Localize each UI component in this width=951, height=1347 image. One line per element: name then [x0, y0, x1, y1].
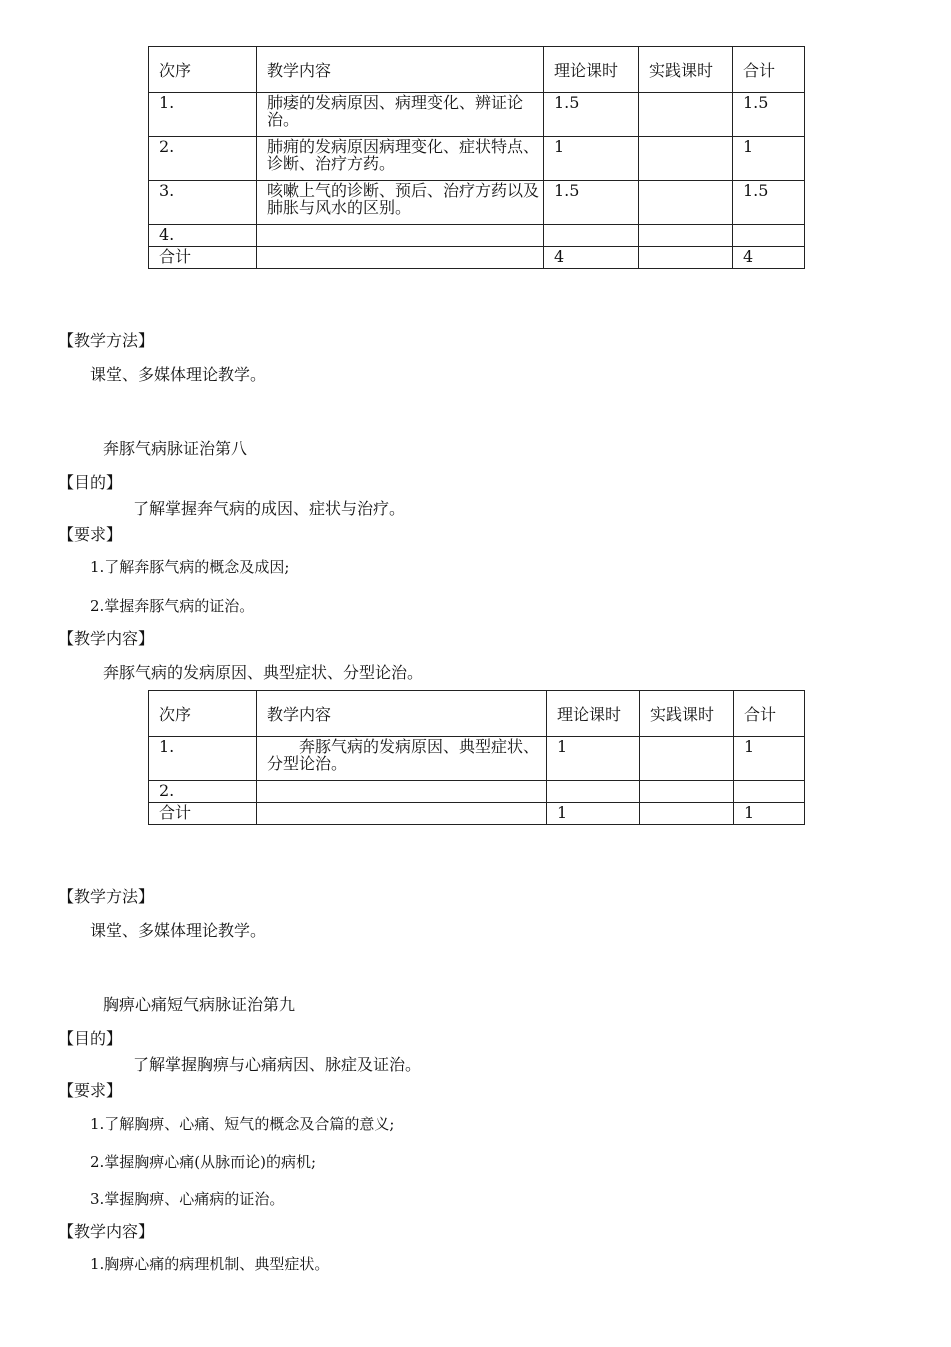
- method-text: 课堂、多媒体理论教学。: [90, 365, 267, 384]
- cell-practice: [640, 781, 734, 803]
- cell-theory: 1.5: [544, 181, 639, 225]
- cell-theory: 1: [544, 137, 639, 181]
- cell-practice: [639, 137, 733, 181]
- cell-theory: 4: [544, 247, 639, 269]
- requirement-item: 3.掌握胸痹、心痛病的证治。: [90, 1190, 285, 1208]
- cell-practice: [640, 803, 734, 825]
- header-practice-hours: 实践课时: [640, 691, 734, 737]
- cell-content: 奔豚气病的发病原因、典型症状、分型论治。: [257, 737, 547, 781]
- cell-order: 2.: [149, 781, 257, 803]
- table-row: [149, 137, 805, 181]
- header-order: 次序: [149, 47, 257, 93]
- purpose-text: 了解掌握胸痹与心痛病因、脉症及证治。: [133, 1055, 422, 1074]
- table-total-row: [149, 247, 805, 269]
- header-theory-hours: 理论课时: [544, 47, 639, 93]
- cell-theory: 1: [547, 803, 640, 825]
- section-heading-requirements: 【要求】: [58, 525, 123, 544]
- cell-total: [734, 781, 805, 803]
- table-header-row: [149, 691, 805, 737]
- header-order: 次序: [149, 691, 257, 737]
- method-text: 课堂、多媒体理论教学。: [90, 921, 267, 940]
- cell-content: [257, 225, 544, 247]
- schedule-table-1: [148, 46, 805, 269]
- table-row: [149, 781, 805, 803]
- cell-content: [257, 781, 547, 803]
- header-theory-hours: 理论课时: [547, 691, 640, 737]
- cell-total: 1.5: [733, 181, 805, 225]
- cell-total: 4: [733, 247, 805, 269]
- cell-order: 1.: [149, 93, 257, 137]
- cell-theory: 1.5: [544, 93, 639, 137]
- cell-order: 4.: [149, 225, 257, 247]
- table-row: [149, 93, 805, 137]
- cell-content: 肺痈的发病原因病理变化、症状特点、诊断、治疗方药。: [257, 137, 544, 181]
- header-content: 教学内容: [257, 47, 544, 93]
- cell-theory: 1: [547, 737, 640, 781]
- chapter-title: 奔豚气病脉证治第八: [103, 439, 248, 458]
- cell-total: [733, 225, 805, 247]
- content-item: 1.胸痹心痛的病理机制、典型症状。: [90, 1255, 330, 1273]
- header-total: 合计: [734, 691, 805, 737]
- requirement-item: 1.了解胸痹、心痛、短气的概念及合篇的意义;: [90, 1115, 395, 1133]
- section-heading-content: 【教学内容】: [58, 1222, 155, 1241]
- cell-order: 3.: [149, 181, 257, 225]
- cell-practice: [640, 737, 734, 781]
- cell-content: [257, 803, 547, 825]
- cell-practice: [639, 225, 733, 247]
- header-total: 合计: [733, 47, 805, 93]
- cell-total: 1: [733, 137, 805, 181]
- section-heading-purpose: 【目的】: [58, 1029, 123, 1048]
- section-heading-purpose: 【目的】: [58, 473, 123, 492]
- cell-content: 咳嗽上气的诊断、预后、治疗方药以及肺胀与风水的区别。: [257, 181, 544, 225]
- cell-practice: [639, 247, 733, 269]
- table-header-row: [149, 47, 805, 93]
- content-text: 奔豚气病的发病原因、典型症状、分型论治。: [103, 663, 424, 682]
- cell-total: 1.5: [733, 93, 805, 137]
- cell-total: 1: [734, 803, 805, 825]
- section-heading-content: 【教学内容】: [58, 629, 155, 648]
- table-row: [149, 737, 805, 781]
- header-content: 教学内容: [257, 691, 547, 737]
- table-row: [149, 181, 805, 225]
- chapter-title: 胸痹心痛短气病脉证治第九: [103, 995, 296, 1014]
- cell-practice: [639, 181, 733, 225]
- cell-order: 1.: [149, 737, 257, 781]
- requirement-item: 1.了解奔豚气病的概念及成因;: [90, 558, 290, 576]
- cell-content: 肺痿的发病原因、病理变化、辨证论治。: [257, 93, 544, 137]
- cell-order: 合计: [149, 803, 257, 825]
- header-practice-hours: 实践课时: [639, 47, 733, 93]
- section-heading-method: 【教学方法】: [58, 887, 155, 906]
- cell-order: 合计: [149, 247, 257, 269]
- cell-content: [257, 247, 544, 269]
- section-heading-requirements: 【要求】: [58, 1081, 123, 1100]
- cell-theory: [547, 781, 640, 803]
- cell-total: 1: [734, 737, 805, 781]
- cell-theory: [544, 225, 639, 247]
- table-total-row: [149, 803, 805, 825]
- table-row: [149, 225, 805, 247]
- requirement-item: 2.掌握奔豚气病的证治。: [90, 597, 255, 615]
- purpose-text: 了解掌握奔气病的成因、症状与治疗。: [133, 499, 406, 518]
- schedule-table-2: [148, 690, 805, 825]
- section-heading-method: 【教学方法】: [58, 331, 155, 350]
- cell-order: 2.: [149, 137, 257, 181]
- cell-practice: [639, 93, 733, 137]
- requirement-item: 2.掌握胸痹心痛(从脉而论)的病机;: [90, 1153, 317, 1171]
